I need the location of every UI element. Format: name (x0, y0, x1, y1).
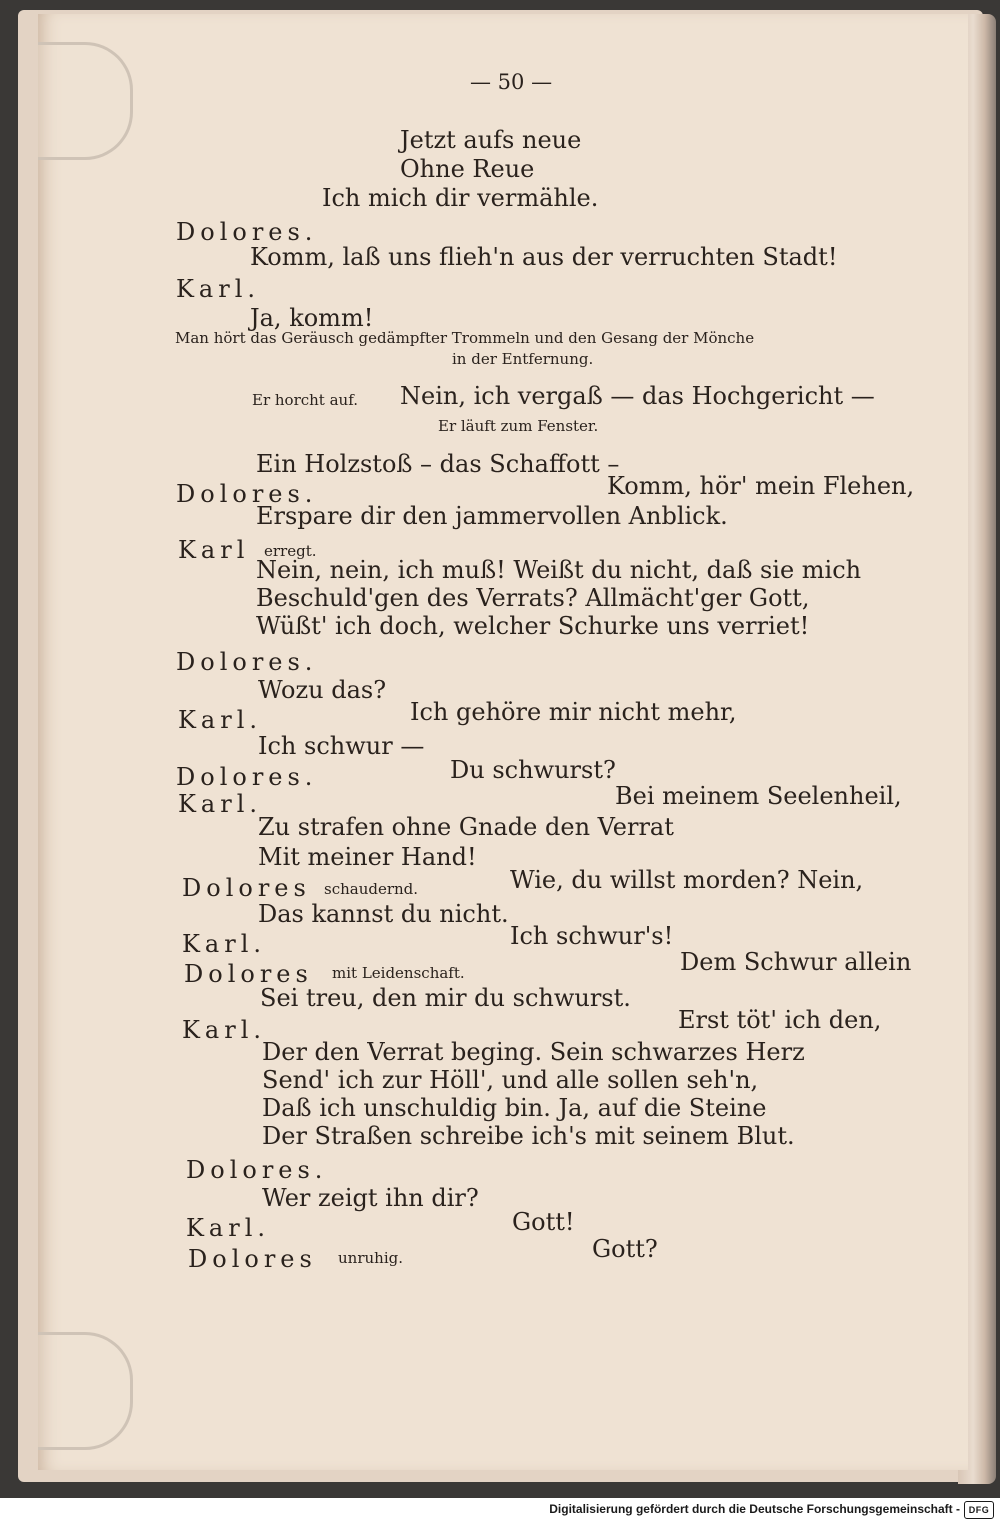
verse-line: Mit meiner Hand! (258, 843, 477, 871)
speaker-name: Dolores (184, 960, 313, 988)
verse-line: Das kannst du nicht. (258, 900, 509, 928)
verse-line: Ich schwur's! (510, 922, 674, 950)
verse-line: Dem Schwur allein (680, 948, 912, 976)
speaker-name: Dolores (188, 1245, 317, 1273)
speaker-name: Dolores. (186, 1156, 328, 1184)
verse-line: Ein Holzstoß – das Schaffott – (256, 450, 620, 478)
verse-line: Du schwurst? (450, 756, 616, 784)
verse-line: Komm, laß uns flieh'n aus der verruchten Stadt! (250, 243, 838, 271)
speaker-name: Karl. (182, 930, 267, 958)
speaker-name: Dolores. (176, 648, 318, 676)
verse-line: Ich gehöre mir nicht mehr, (410, 698, 737, 726)
speaker-name: Karl. (182, 1016, 267, 1044)
verse-line: Jetzt aufs neue (400, 126, 582, 154)
verse-line: Nein, nein, ich muß! Weißt du nicht, daß sie mich (256, 556, 862, 584)
verse-line: Beschuld'gen des Verrats? Allmächt'ger Gott, (256, 584, 810, 612)
verse-line: Ich schwur — (258, 732, 425, 760)
verse-line: Wüßt' ich doch, welcher Schurke uns verriet! (256, 612, 810, 640)
verse-line: Zu strafen ohne Gnade den Verrat (258, 813, 674, 841)
stage-direction: unruhig. (338, 1249, 403, 1267)
verse-line: Send' ich zur Höll', und alle sollen seh'n, (262, 1066, 759, 1094)
verse-line: Gott! (512, 1208, 575, 1236)
speaker-name: Karl. (176, 275, 261, 303)
dfg-logo: DFG (964, 1501, 994, 1519)
verse-line: Erst töt' ich den, (678, 1006, 882, 1034)
speaker-name: Karl. (178, 706, 263, 734)
verse-line: Sei treu, den mir du schwurst. (260, 984, 631, 1012)
speaker-name: Karl (178, 536, 250, 564)
stage-direction: Er läuft zum Fenster. (438, 417, 599, 435)
verse-line: Komm, hör' mein Flehen, (607, 472, 915, 500)
verse-line: Der den Verrat beging. Sein schwarzes Herz (262, 1038, 805, 1066)
speaker-name: Dolores (182, 874, 311, 902)
verse-line: Der Straßen schreibe ich's mit seinem Blut. (262, 1122, 795, 1150)
verse-line: Daß ich unschuldig bin. Ja, auf die Steine (262, 1094, 767, 1122)
funding-notice: Digitalisierung gefördert durch die Deutsche Forschungsgemeinschaft - (549, 1502, 960, 1516)
verse-line: Gott? (592, 1235, 658, 1263)
verse-line: Wer zeigt ihn dir? (262, 1184, 479, 1212)
verse-line: Ohne Reue (400, 155, 535, 183)
verse-line: Erspare dir den jammervollen Anblick. (256, 502, 728, 530)
speaker-name: Karl. (178, 790, 263, 818)
speaker-name: Dolores. (176, 763, 318, 791)
speaker-name: Dolores. (176, 218, 318, 246)
verse-line: Ja, komm! (250, 304, 374, 332)
stage-direction: erregt. (264, 542, 317, 560)
speaker-name: Dolores. (176, 480, 318, 508)
verse-line: Wozu das? (258, 676, 387, 704)
page-number: — 50 — (470, 70, 553, 94)
verse-line: Bei meinem Seelenheil, (615, 782, 902, 810)
verse-line: Nein, ich vergaß — das Hochgericht — (400, 382, 875, 410)
stage-direction: Man hört das Geräusch gedämpfter Trommeln und den Gesang der Mönche (175, 329, 755, 347)
stage-direction: mit Leidenschaft. (332, 964, 465, 982)
speaker-name: Karl. (186, 1214, 271, 1242)
verse-line: Wie, du willst morden? Nein, (510, 866, 864, 894)
stage-direction: Er horcht auf. (252, 391, 358, 409)
stage-direction: in der Entfernung. (452, 350, 594, 368)
stage-direction: schaudernd. (324, 880, 419, 898)
verse-line: Ich mich dir vermähle. (322, 184, 599, 212)
footer-bar (0, 1498, 1000, 1522)
